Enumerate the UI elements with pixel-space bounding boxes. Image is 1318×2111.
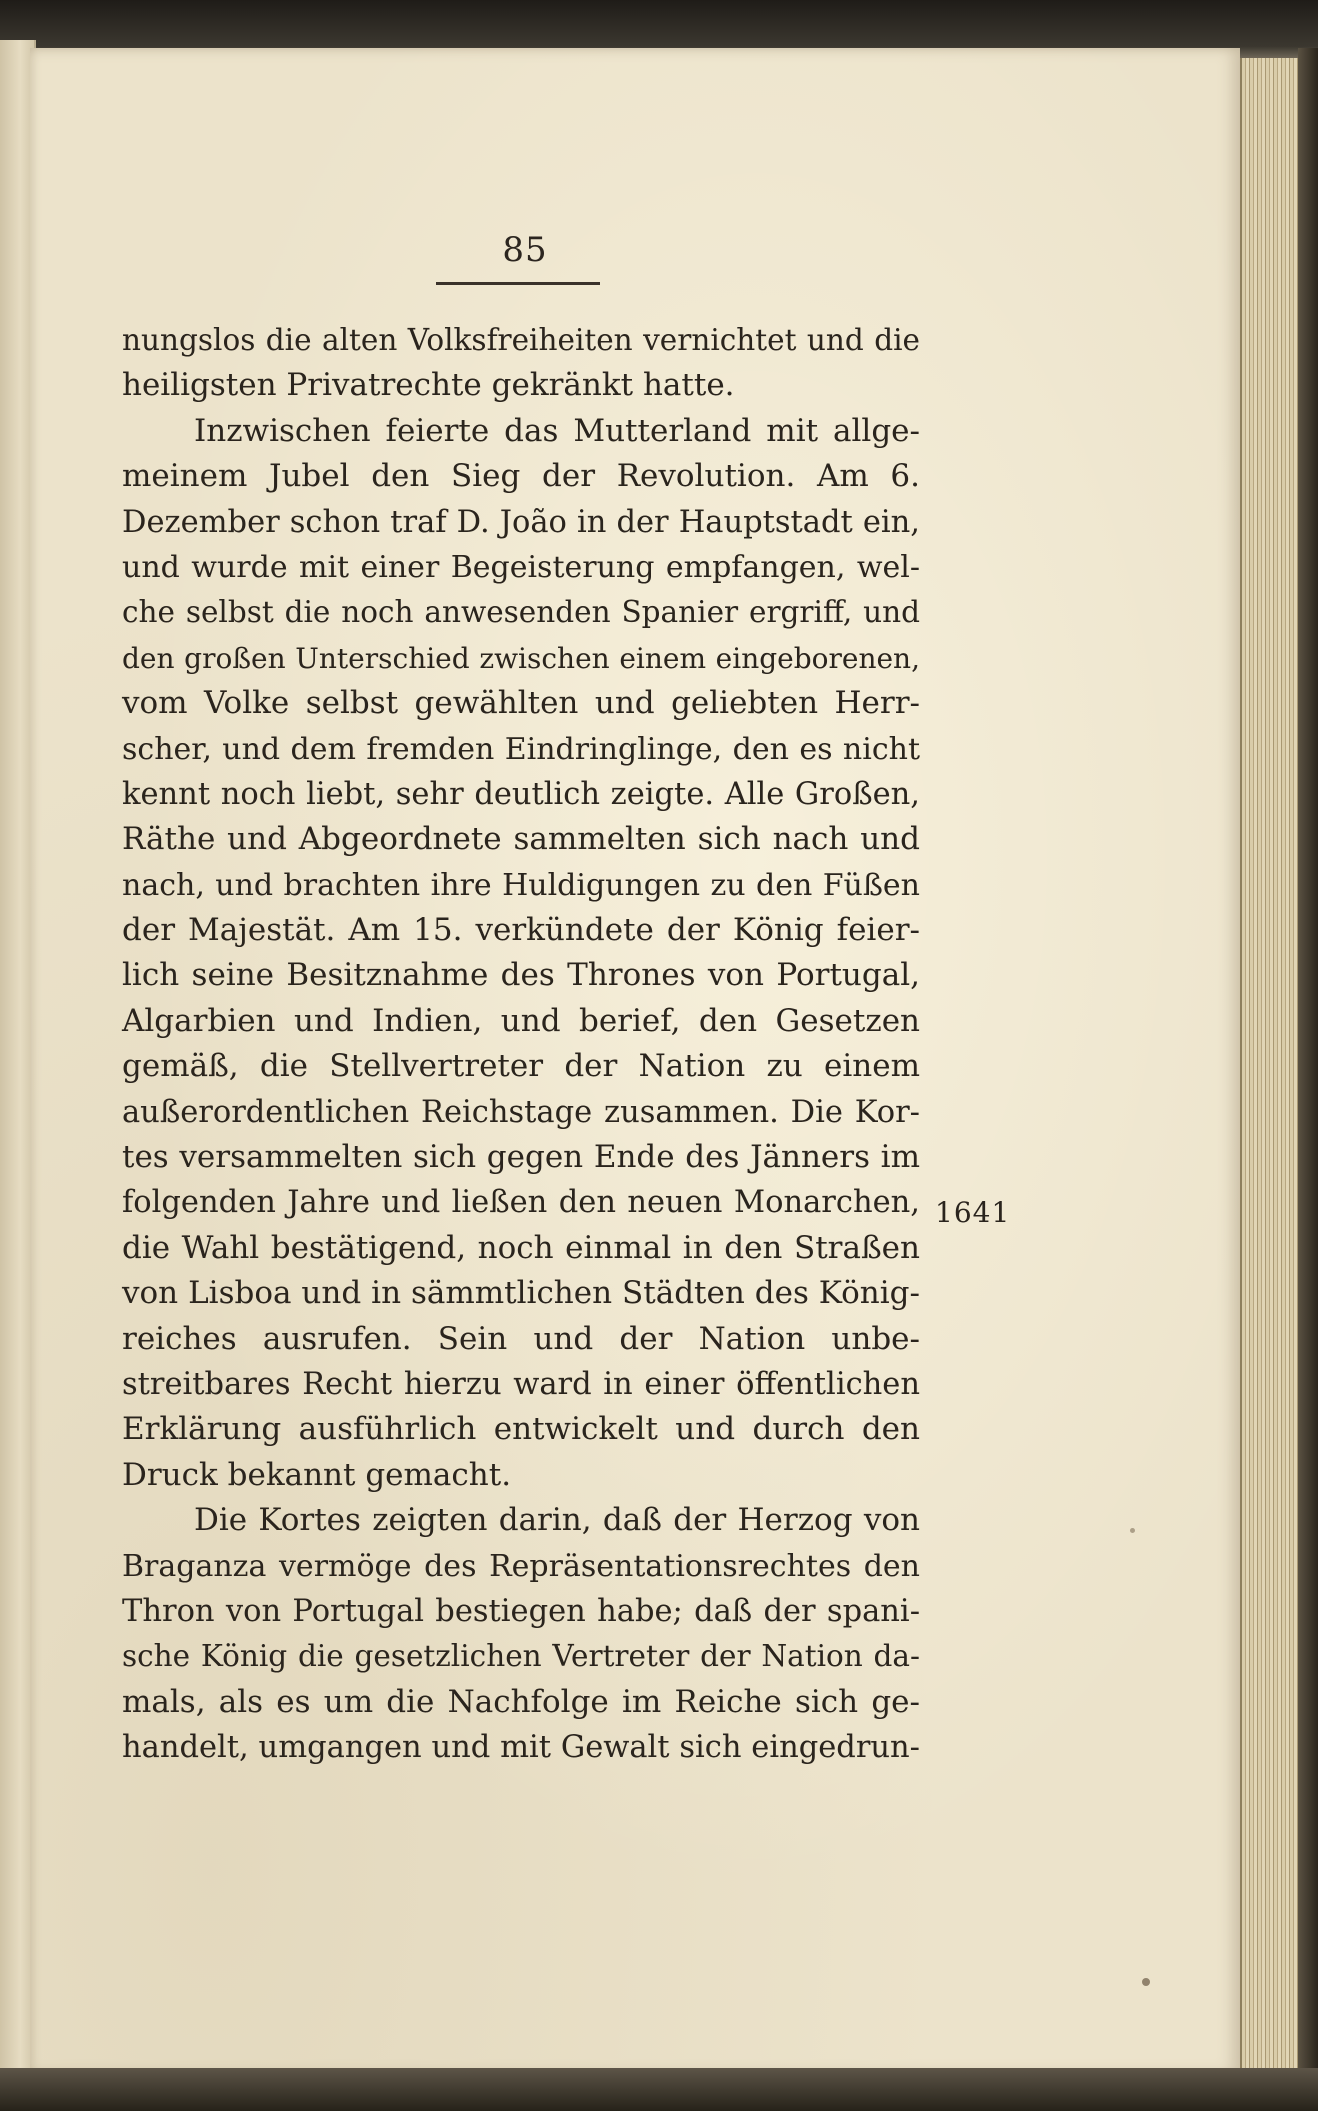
header-rule (436, 282, 600, 285)
text-line: die Wahl bestätigend, noch einmal in den Straßen (122, 1229, 920, 1266)
text-line: nungslos die alten Volksfreiheiten vernichtet und die (122, 323, 920, 357)
text-line: folgenden Jahre und ließen den neuen Monarchen, (122, 1185, 920, 1221)
text-line: Algarbien und Indien, und berief, den Gesetzen (122, 1002, 920, 1039)
text-line: Inzwischen feierte das Mutterland mit allge- (194, 412, 920, 449)
text-line: gemäß, die Stellvertreter der Nation zu einem (122, 1048, 920, 1085)
text-line: kennt noch liebt, sehr deutlich zeigte. Alle Großen, (122, 776, 920, 812)
bottom-shadow (0, 2068, 1318, 2111)
text-line: Braganza vermöge des Repräsentationsrechtes den (122, 1548, 920, 1584)
text-line: lich seine Besitznahme des Thrones von Portugal, (122, 957, 920, 994)
text-line: vom Volke selbst gewählten und geliebten Herr- (122, 685, 920, 722)
margin-year-note: 1641 (935, 1196, 1011, 1229)
text-line: heiligsten Privatrechte gekränkt hatte. (122, 367, 735, 404)
text-line: von Lisboa und in sämmtlichen Städten des König- (122, 1275, 920, 1312)
text-line: streitbares Recht hierzu ward in einer öffentlichen (122, 1366, 920, 1402)
page-number: 85 (502, 230, 548, 270)
text-line: den großen Unterschied zwischen einem eingeborenen, (122, 641, 920, 675)
text-line: Räthe und Abgeordnete sammelten sich nach und (122, 821, 920, 858)
paper-speck (1130, 1528, 1135, 1533)
text-line: außerordentlichen Reichstage zusammen. Die Kor- (122, 1094, 920, 1130)
text-line: mals, als es um die Nachfolge im Reiche sich ge- (122, 1683, 920, 1720)
text-line: Erklärung ausführlich entwickelt und durch den (122, 1411, 920, 1448)
body-text (122, 318, 920, 1771)
text-line: handelt, umgangen und mit Gewalt sich eingedrun- (122, 1730, 920, 1766)
text-line: nach, und brachten ihre Huldigungen zu den Füßen (122, 867, 920, 903)
text-line: che selbst die noch anwesenden Spanier ergriff, und (122, 595, 920, 630)
paper-speck (1142, 1978, 1150, 1986)
text-line: der Majestät. Am 15. verkündete der König feier- (122, 912, 920, 949)
text-line: meinem Jubel den Sieg der Revolution. Am 6. (122, 458, 920, 495)
text-line: Druck bekannt gemacht. (122, 1456, 512, 1493)
book-cover-edge (1298, 48, 1318, 2078)
text-line: und wurde mit einer Begeisterung empfangen, wel- (122, 549, 920, 585)
text-line: Thron von Portugal bestiegen habe; daß der spani- (122, 1593, 920, 1629)
text-line: sche König die gesetzlichen Vertreter der Nation da- (122, 1639, 920, 1674)
text-line: tes versammelten sich gegen Ende des Jänners im (122, 1139, 920, 1176)
text-line: Die Kortes zeigten darin, daß der Herzog von (194, 1502, 920, 1539)
text-line: reiches ausrufen. Sein und der Nation unbe- (122, 1320, 920, 1357)
text-line: Dezember schon traf D. João in der Hauptstadt ein, (122, 504, 920, 540)
text-line: scher, und dem fremden Eindringlinge, den es nicht (122, 731, 920, 767)
